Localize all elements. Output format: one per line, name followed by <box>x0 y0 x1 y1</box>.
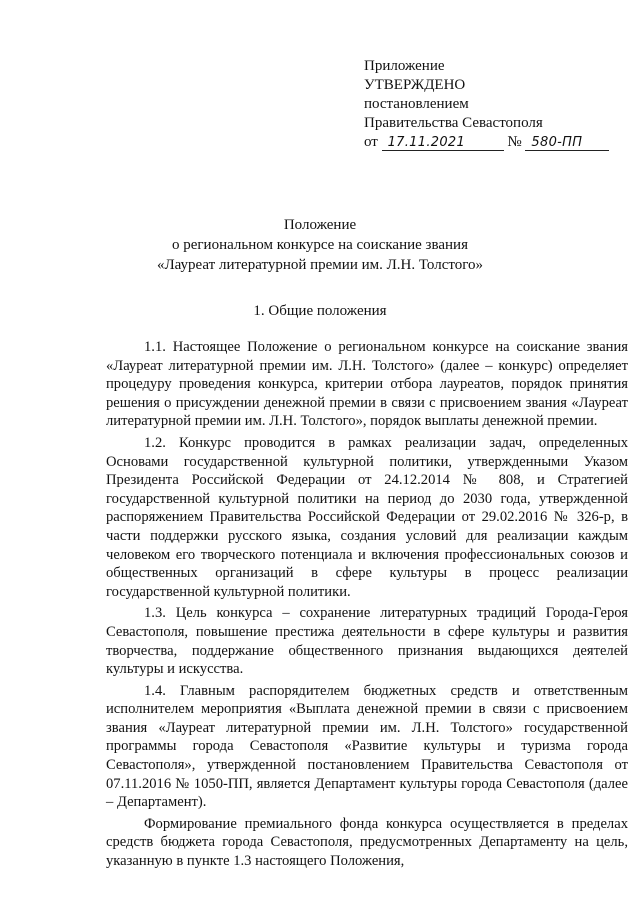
appendix-label: Приложение <box>364 58 445 74</box>
date-prefix: от <box>364 134 378 150</box>
approval-block <box>364 57 634 152</box>
section-heading: 1. Общие положения <box>253 303 387 319</box>
paragraph-1-3: 1.3. Цель конкурса – сохранение литературных традиций Города-Героя Севастополя, повышение престижа деятельности в сфере культуры и развития творчества, поддержание общественного признания выдающихся деятелей культуры и искусства. <box>106 605 628 678</box>
approved-label: УТВЕРЖДЕНО <box>364 77 466 93</box>
resolution-label: постановлением <box>364 96 469 112</box>
document-body <box>106 338 628 871</box>
paragraph-fund: Формирование премиального фонда конкурса осуществляется в пределах средств бюджета города Севастополя, предусмотренных Департаменту на цель, указанную в пункте 1.3 настоящего Положения, <box>106 815 628 870</box>
paragraph-1-4: 1.4. Главным распорядителем бюджетных средств и ответственным исполнителем мероприятия «Выплата денежной премии в связи с присвоением звания «Лауреат литературной премии им. Л.Н. Толстого» государственной программы города Севастополя «Развитие культуры и туризма города Севастополя», утвержденной постановлением Правительства Севастополя от 07.11.2016 № 1050-ПП, является Департамент культуры города Севастополя (далее – Департамент). <box>106 682 628 811</box>
date-number-line <box>364 133 634 152</box>
number-prefix: № <box>507 134 522 150</box>
document-title <box>100 215 540 275</box>
paragraph-1-1: 1.1. Настоящее Положение о региональном конкурсе на соискание звания «Лауреат литературной премии им. Л.Н. Толстого» (далее – конкурс) определяет процедуру проведения конкурса, критерии отбора лауреатов, порядок принятия решения о присуждении денежной премии в связи с присвоением звания «Лауреат литературной премии им. Л.Н. Толстого», порядок выплаты денежной премии. <box>106 339 628 430</box>
date-value: 17.11.2021 <box>387 135 466 150</box>
date-field <box>382 135 504 151</box>
government-label: Правительства Севастополя <box>364 115 543 131</box>
number-value: 580-ПП <box>531 135 583 150</box>
title-line-3: «Лауреат литературной премии им. Л.Н. Толстого» <box>156 257 483 273</box>
number-field <box>525 135 609 151</box>
title-line-2: о региональном конкурсе на соискание звания <box>172 237 468 253</box>
paragraph-1-2: 1.2. Конкурс проводится в рамках реализации задач, определенных Основами государственной культурной политики, утвержденными Указом Президента Российской Федерации от 24.12.2014 № 808, и Стратегией государственной культурной политики на период до 2030 года, утвержденной распоряжением Правительства Российской Федерации от 29.02.2016 № 326-р, в части поддержки русского языка, создания условий для реализации каждым человеком его творческого потенциала и включения профессиональных союзов и общественных организаций в сфере культуры в процесс реализации государственной культурной политики. <box>106 434 628 600</box>
title-line-1: Положение <box>283 217 357 233</box>
